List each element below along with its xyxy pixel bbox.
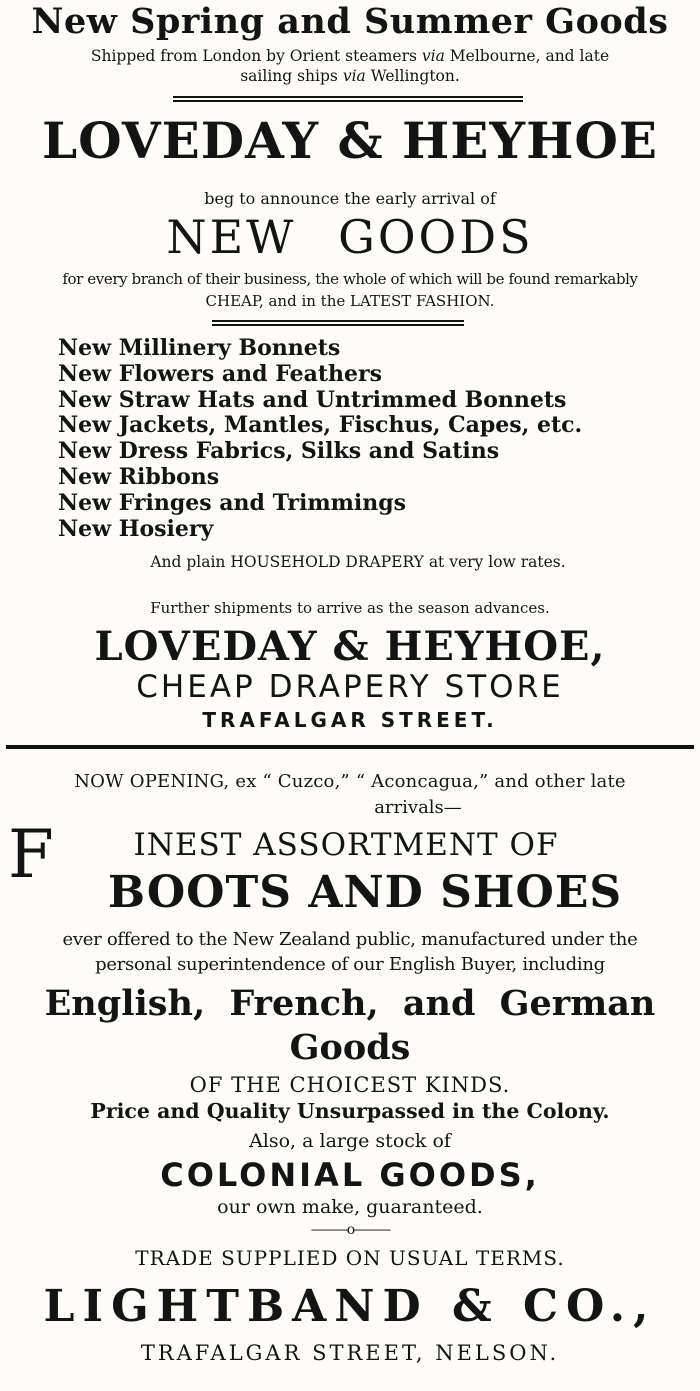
via-word-2: via bbox=[342, 67, 366, 85]
loveday-heyhoe-signature: LOVEDAY & HEYHOE, bbox=[94, 623, 606, 670]
list-item: New Millinery Bonnets bbox=[58, 335, 341, 361]
english-french-german-line: English, French, and German bbox=[44, 983, 656, 1024]
list-item: New Hosiery bbox=[58, 515, 214, 542]
list-item: New Straw Hats and Untrimmed Bonnets bbox=[58, 386, 567, 413]
goods-list bbox=[58, 336, 582, 542]
spring-summer-headline: New Spring and Summer Goods bbox=[31, 1, 669, 42]
shipped-text-a: Shipped from London by Orient steamers bbox=[90, 47, 422, 65]
goods-word: Goods bbox=[289, 1027, 411, 1068]
list-item: New Flowers and Feathers bbox=[58, 360, 383, 387]
shipped-line-2 bbox=[0, 66, 700, 86]
new-goods-heading: NEW GOODS bbox=[166, 210, 534, 264]
list-item: New Dress Fabrics, Silks and Satins bbox=[58, 438, 500, 465]
offered-line-1: ever offered to the New Zealand public, manufactured under the bbox=[62, 929, 638, 950]
choicest-kinds-line: OF THE CHOICEST KINDS. bbox=[189, 1073, 511, 1097]
section-divider bbox=[6, 745, 694, 749]
offered-line-2: personal superintendence of our English Buyer, including bbox=[95, 954, 605, 975]
price-quality-line: Price and Quality Unsurpassed in the Colony. bbox=[90, 1099, 610, 1123]
now-opening-line: NOW OPENING, ex “ Cuzco,” “ Aconcagua,” and other late bbox=[74, 771, 626, 792]
list-item: New Ribbons bbox=[58, 463, 220, 490]
arrivals-line: arrivals— bbox=[374, 797, 462, 818]
trade-supplied-line: TRADE SUPPLIED ON USUAL TERMS. bbox=[135, 1246, 565, 1270]
shipped-text-d: Wellington. bbox=[365, 67, 460, 85]
list-item: New Jackets, Mantles, Fischus, Capes, etc. bbox=[58, 412, 583, 439]
further-shipments-line: Further shipments to arrive as the season advances. bbox=[150, 599, 550, 617]
colonial-goods-heading: COLONIAL GOODS, bbox=[160, 1156, 540, 1194]
lightband-co-heading: LIGHTBAND & CO., bbox=[43, 1281, 657, 1332]
branch-line: for every branch of their business, the whole of which will be found remarkably bbox=[62, 270, 638, 288]
cheap-drapery-store: CHEAP DRAPERY STORE bbox=[136, 669, 564, 705]
list-item: New Fringes and Trimmings bbox=[58, 489, 406, 516]
drop-cap-letter: F bbox=[8, 816, 54, 893]
announce-line: beg to announce the early arrival of bbox=[204, 189, 496, 208]
own-make-line: our own make, guaranteed. bbox=[217, 1196, 483, 1218]
shipped-text-c: sailing ships bbox=[240, 67, 343, 85]
shipped-text-b: Melbourne, and late bbox=[444, 47, 610, 65]
boots-and-shoes-heading: BOOTS AND SHOES bbox=[107, 867, 623, 918]
small-divider: ———o——— bbox=[310, 1222, 390, 1238]
finest-assortment-line: INEST ASSORTMENT OF bbox=[133, 827, 559, 863]
cheap-fashion-line: CHEAP, and in the LATEST FASHION. bbox=[205, 292, 495, 310]
shipped-line-1 bbox=[0, 46, 700, 66]
rule-1 bbox=[173, 96, 523, 102]
trafalgar-street-heading: TRAFALGAR STREET. bbox=[202, 708, 498, 732]
also-stock-line: Also, a large stock of bbox=[249, 1130, 451, 1152]
trafalgar-nelson-address: TRAFALGAR STREET, NELSON. bbox=[140, 1341, 560, 1365]
household-drapery-line: And plain HOUSEHOLD DRAPERY at very low rates. bbox=[150, 553, 566, 571]
loveday-heyhoe-title: LOVEDAY & HEYHOE bbox=[42, 111, 658, 170]
rule-2 bbox=[212, 320, 464, 326]
via-word-1: via bbox=[421, 47, 445, 65]
